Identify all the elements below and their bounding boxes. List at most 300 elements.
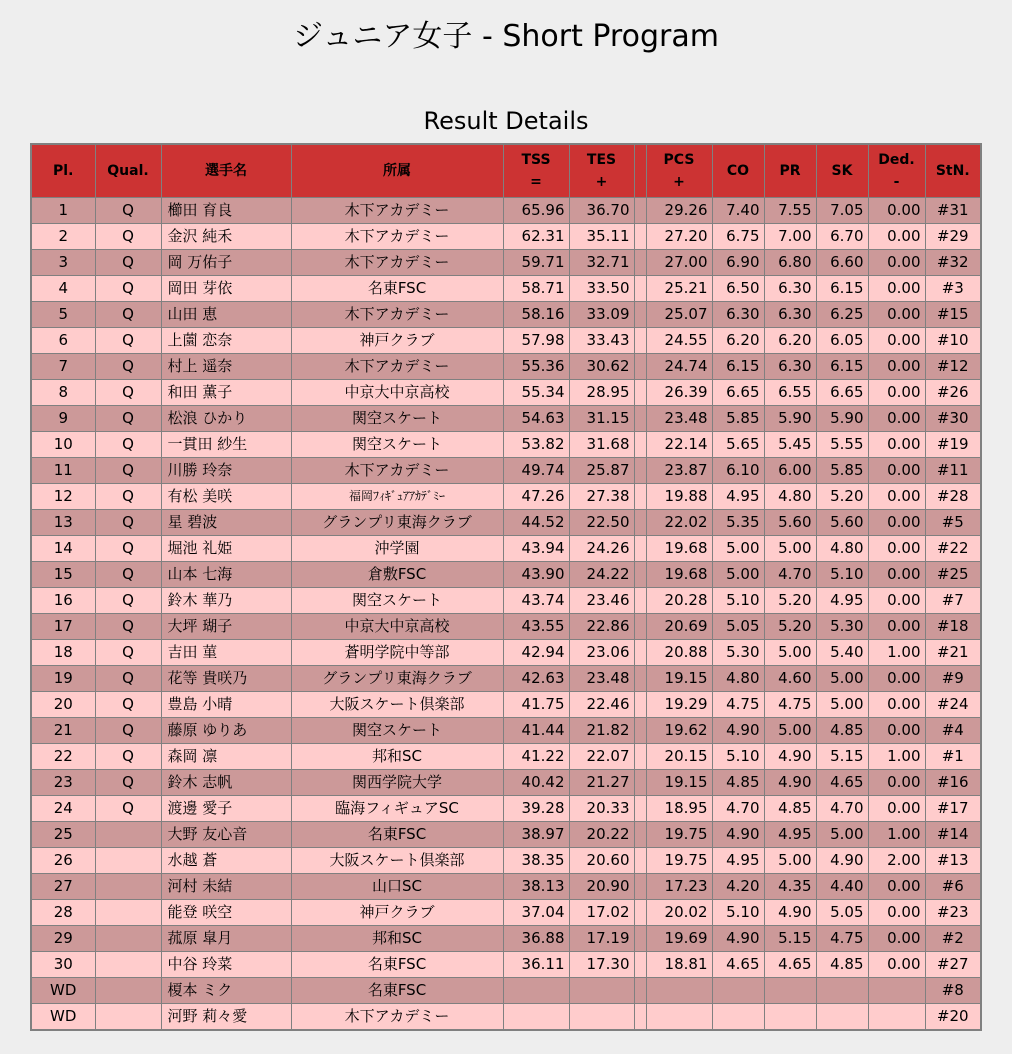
cell-ded [868,978,925,1004]
cell-spacer [634,562,646,588]
cell-pl: WD [31,1004,95,1031]
cell-pcs: 17.23 [646,874,712,900]
cell-pl: 19 [31,666,95,692]
cell-spacer [634,874,646,900]
cell-pr [764,978,816,1004]
cell-stn: #4 [925,718,981,744]
header-pcs [646,144,712,198]
cell-pr: 4.90 [764,770,816,796]
cell-pcs: 19.62 [646,718,712,744]
cell-name: 山田 恵 [161,302,291,328]
cell-ded: 0.00 [868,614,925,640]
cell-pl: 5 [31,302,95,328]
cell-spacer [634,952,646,978]
cell-name: 大坪 瑚子 [161,614,291,640]
cell-pl: 20 [31,692,95,718]
cell-pl: 3 [31,250,95,276]
cell-pr: 4.80 [764,484,816,510]
table-row [31,666,981,692]
table-row [31,536,981,562]
cell-name: 水越 蒼 [161,848,291,874]
cell-tes: 36.70 [569,198,634,224]
cell-pcs: 29.26 [646,198,712,224]
header-co: CO [712,144,764,198]
cell-pr: 4.90 [764,744,816,770]
cell-tss: 43.74 [503,588,569,614]
cell-sk: 4.90 [816,848,868,874]
cell-co: 4.80 [712,666,764,692]
header-tes-op: + [595,174,608,190]
cell-sk: 5.15 [816,744,868,770]
cell-qual: Q [95,510,161,536]
cell-pr: 5.45 [764,432,816,458]
cell-tes: 20.60 [569,848,634,874]
cell-ded: 0.00 [868,198,925,224]
cell-pl: 21 [31,718,95,744]
cell-tss: 36.88 [503,926,569,952]
cell-sk: 5.60 [816,510,868,536]
cell-pl: 6 [31,328,95,354]
cell-spacer [634,666,646,692]
cell-club: 木下アカデミー [291,224,503,250]
cell-name: 川勝 玲奈 [161,458,291,484]
cell-name: 星 碧波 [161,510,291,536]
cell-stn: #23 [925,900,981,926]
cell-pcs: 20.28 [646,588,712,614]
cell-name: 村上 遥奈 [161,354,291,380]
cell-name: 松浪 ひかり [161,406,291,432]
cell-co: 5.85 [712,406,764,432]
cell-co: 6.90 [712,250,764,276]
cell-spacer [634,302,646,328]
cell-co: 4.90 [712,718,764,744]
cell-sk: 5.00 [816,822,868,848]
cell-stn: #30 [925,406,981,432]
cell-spacer [634,900,646,926]
table-row [31,848,981,874]
cell-tes: 31.15 [569,406,634,432]
cell-pl: 10 [31,432,95,458]
cell-pl: 2 [31,224,95,250]
cell-pl: 24 [31,796,95,822]
cell-pcs: 25.21 [646,276,712,302]
cell-pcs: 23.48 [646,406,712,432]
cell-pr: 5.60 [764,510,816,536]
cell-qual: Q [95,458,161,484]
cell-spacer [634,614,646,640]
cell-name: 櫛田 育良 [161,198,291,224]
cell-tss: 58.16 [503,302,569,328]
cell-pr: 5.00 [764,640,816,666]
cell-spacer [634,978,646,1004]
cell-name: 有松 美咲 [161,484,291,510]
cell-name: 岡 万佑子 [161,250,291,276]
cell-sk: 5.55 [816,432,868,458]
cell-pl: 26 [31,848,95,874]
cell-stn: #32 [925,250,981,276]
cell-spacer [634,198,646,224]
cell-co: 6.75 [712,224,764,250]
cell-sk: 5.30 [816,614,868,640]
cell-sk: 4.75 [816,926,868,952]
cell-pr: 6.30 [764,276,816,302]
cell-qual: Q [95,224,161,250]
cell-qual: Q [95,666,161,692]
cell-pr: 4.90 [764,900,816,926]
cell-pl: 25 [31,822,95,848]
cell-name: 渡邊 愛子 [161,796,291,822]
cell-pcs: 18.81 [646,952,712,978]
cell-co: 5.10 [712,744,764,770]
cell-co: 6.50 [712,276,764,302]
page-title: ジュニア女子 - Short Program [293,19,719,54]
cell-co: 4.65 [712,952,764,978]
cell-sk: 4.85 [816,952,868,978]
cell-qual [95,926,161,952]
cell-spacer [634,744,646,770]
cell-name: 吉田 菫 [161,640,291,666]
cell-sk: 6.60 [816,250,868,276]
cell-club: 関空スケート [291,406,503,432]
cell-club: 関西学院大学 [291,770,503,796]
cell-club: 邦和SC [291,744,503,770]
table-row [31,640,981,666]
cell-tss: 38.97 [503,822,569,848]
cell-stn: #27 [925,952,981,978]
cell-tss: 44.52 [503,510,569,536]
cell-pcs: 19.68 [646,536,712,562]
cell-co: 5.05 [712,614,764,640]
results-table [30,143,982,1031]
cell-pcs: 19.88 [646,484,712,510]
cell-stn: #10 [925,328,981,354]
cell-ded: 0.00 [868,406,925,432]
cell-ded: 0.00 [868,900,925,926]
cell-ded: 0.00 [868,536,925,562]
cell-stn: #5 [925,510,981,536]
cell-club: 木下アカデミー [291,458,503,484]
cell-ded: 0.00 [868,666,925,692]
cell-pr [764,1004,816,1031]
cell-tes: 24.22 [569,562,634,588]
cell-pcs: 24.55 [646,328,712,354]
cell-stn: #9 [925,666,981,692]
cell-tss: 41.22 [503,744,569,770]
cell-stn: #28 [925,484,981,510]
cell-tss: 43.94 [503,536,569,562]
cell-sk: 4.85 [816,718,868,744]
cell-stn: #26 [925,380,981,406]
cell-name: 河村 未結 [161,874,291,900]
cell-sk: 5.20 [816,484,868,510]
cell-tes: 30.62 [569,354,634,380]
cell-ded: 0.00 [868,588,925,614]
cell-qual [95,822,161,848]
table-row [31,926,981,952]
cell-pcs: 20.88 [646,640,712,666]
cell-qual: Q [95,380,161,406]
cell-pr: 6.30 [764,354,816,380]
cell-co: 4.75 [712,692,764,718]
cell-pl: 18 [31,640,95,666]
cell-tes: 27.38 [569,484,634,510]
cell-name: 能登 咲空 [161,900,291,926]
cell-pcs: 24.74 [646,354,712,380]
cell-qual: Q [95,692,161,718]
cell-sk: 6.65 [816,380,868,406]
cell-spacer [634,458,646,484]
cell-tss: 53.82 [503,432,569,458]
cell-pr: 6.30 [764,302,816,328]
cell-spacer [634,926,646,952]
cell-spacer [634,510,646,536]
cell-co [712,978,764,1004]
table-row [31,744,981,770]
cell-tss: 42.94 [503,640,569,666]
header-name: 選手名 [161,144,291,198]
cell-pcs: 22.02 [646,510,712,536]
cell-sk: 5.00 [816,666,868,692]
cell-tss: 57.98 [503,328,569,354]
cell-club: 関空スケート [291,588,503,614]
cell-pl: 13 [31,510,95,536]
cell-stn: #17 [925,796,981,822]
cell-spacer [634,640,646,666]
cell-qual [95,874,161,900]
cell-sk: 5.10 [816,562,868,588]
cell-club: 神戸クラブ [291,900,503,926]
cell-name: 大野 友心音 [161,822,291,848]
cell-club: 関空スケート [291,718,503,744]
cell-pr: 5.15 [764,926,816,952]
cell-co: 4.20 [712,874,764,900]
cell-co: 4.85 [712,770,764,796]
cell-tss [503,1004,569,1031]
cell-pr: 4.65 [764,952,816,978]
cell-name: 上薗 恋奈 [161,328,291,354]
cell-ded: 0.00 [868,276,925,302]
cell-tss: 43.55 [503,614,569,640]
table-row [31,458,981,484]
cell-pl: 17 [31,614,95,640]
cell-qual: Q [95,562,161,588]
cell-tes: 20.33 [569,796,634,822]
cell-club: 木下アカデミー [291,1004,503,1031]
cell-club: 木下アカデミー [291,198,503,224]
cell-ded: 0.00 [868,770,925,796]
cell-tes: 33.09 [569,302,634,328]
table-row [31,432,981,458]
cell-stn: #11 [925,458,981,484]
table-row [31,770,981,796]
cell-tes: 17.02 [569,900,634,926]
cell-stn: #20 [925,1004,981,1031]
cell-sk: 6.25 [816,302,868,328]
table-row [31,250,981,276]
cell-qual [95,1004,161,1031]
cell-tss: 43.90 [503,562,569,588]
cell-tes: 28.95 [569,380,634,406]
cell-spacer [634,484,646,510]
cell-spacer [634,224,646,250]
cell-pcs: 27.00 [646,250,712,276]
cell-qual: Q [95,276,161,302]
table-row [31,276,981,302]
cell-tss: 65.96 [503,198,569,224]
cell-ded: 1.00 [868,640,925,666]
cell-tss: 38.35 [503,848,569,874]
table-row [31,562,981,588]
cell-sk [816,1004,868,1031]
cell-ded: 0.00 [868,952,925,978]
cell-qual: Q [95,640,161,666]
header-pr: PR [764,144,816,198]
table-row [31,692,981,718]
cell-pcs: 22.14 [646,432,712,458]
cell-qual: Q [95,718,161,744]
cell-tes: 32.71 [569,250,634,276]
cell-name: 堀池 礼姫 [161,536,291,562]
cell-pl: 4 [31,276,95,302]
cell-pcs: 18.95 [646,796,712,822]
cell-pl: 16 [31,588,95,614]
header-tss-label: TSS [521,152,551,168]
cell-tss: 47.26 [503,484,569,510]
cell-stn: #2 [925,926,981,952]
cell-qual [95,952,161,978]
table-row [31,354,981,380]
cell-qual: Q [95,770,161,796]
cell-tss: 58.71 [503,276,569,302]
header-pcs-op: + [673,174,685,190]
cell-stn: #6 [925,874,981,900]
cell-spacer [634,432,646,458]
cell-sk: 4.80 [816,536,868,562]
cell-ded: 0.00 [868,510,925,536]
cell-qual: Q [95,302,161,328]
cell-pl: 30 [31,952,95,978]
cell-sk: 5.40 [816,640,868,666]
header-tss [503,144,569,198]
cell-pr: 5.00 [764,718,816,744]
cell-pr: 4.75 [764,692,816,718]
cell-pr: 4.70 [764,562,816,588]
cell-sk: 6.05 [816,328,868,354]
cell-pcs: 20.69 [646,614,712,640]
cell-tss: 49.74 [503,458,569,484]
cell-co: 4.90 [712,926,764,952]
cell-tes: 22.86 [569,614,634,640]
cell-spacer [634,718,646,744]
cell-ded [868,1004,925,1031]
cell-ded: 0.00 [868,328,925,354]
cell-pr: 6.00 [764,458,816,484]
cell-club: 中京大中京高校 [291,614,503,640]
cell-pcs: 20.02 [646,900,712,926]
cell-pcs: 25.07 [646,302,712,328]
cell-pcs: 19.69 [646,926,712,952]
cell-tes: 25.87 [569,458,634,484]
table-row [31,718,981,744]
cell-pr: 4.60 [764,666,816,692]
cell-co: 5.00 [712,562,764,588]
cell-pl: 29 [31,926,95,952]
cell-spacer [634,250,646,276]
cell-club: 名東FSC [291,978,503,1004]
cell-club: 中京大中京高校 [291,380,503,406]
cell-pcs: 19.15 [646,770,712,796]
cell-spacer [634,848,646,874]
cell-pcs [646,978,712,1004]
cell-ded: 1.00 [868,744,925,770]
cell-pr: 5.20 [764,588,816,614]
cell-co: 5.65 [712,432,764,458]
cell-name: 一貫田 紗生 [161,432,291,458]
cell-name: 河野 莉々愛 [161,1004,291,1031]
cell-club: 大阪スケート倶楽部 [291,692,503,718]
cell-qual: Q [95,354,161,380]
cell-stn: #18 [925,614,981,640]
cell-tss: 59.71 [503,250,569,276]
cell-qual: Q [95,198,161,224]
header-sk: SK [816,144,868,198]
cell-pcs: 19.29 [646,692,712,718]
cell-pl: 22 [31,744,95,770]
cell-stn: #15 [925,302,981,328]
cell-tes: 31.68 [569,432,634,458]
cell-name: 山本 七海 [161,562,291,588]
cell-pl: 9 [31,406,95,432]
cell-tss: 36.11 [503,952,569,978]
table-row [31,302,981,328]
cell-name: 森岡 凛 [161,744,291,770]
cell-sk: 5.90 [816,406,868,432]
cell-pl: 8 [31,380,95,406]
cell-spacer [634,692,646,718]
cell-club: 関空スケート [291,432,503,458]
cell-pl: 23 [31,770,95,796]
cell-club: グランプリ東海クラブ [291,666,503,692]
cell-club: 名東FSC [291,822,503,848]
cell-ded: 0.00 [868,718,925,744]
cell-sk: 6.15 [816,354,868,380]
cell-qual [95,900,161,926]
cell-qual [95,978,161,1004]
cell-tss: 42.63 [503,666,569,692]
cell-name: 中谷 玲菜 [161,952,291,978]
cell-tes: 33.43 [569,328,634,354]
cell-spacer [634,380,646,406]
cell-pcs: 26.39 [646,380,712,406]
cell-stn: #24 [925,692,981,718]
cell-stn: #22 [925,536,981,562]
cell-tss: 40.42 [503,770,569,796]
cell-co: 4.70 [712,796,764,822]
cell-tes: 23.46 [569,588,634,614]
cell-spacer [634,406,646,432]
cell-ded: 0.00 [868,484,925,510]
header-ded-label: Ded. [878,152,915,168]
cell-tes: 17.30 [569,952,634,978]
header-row [31,144,981,198]
cell-pl: 28 [31,900,95,926]
cell-qual: Q [95,432,161,458]
table-row [31,1004,981,1031]
cell-co: 6.65 [712,380,764,406]
cell-co: 4.90 [712,822,764,848]
cell-qual: Q [95,588,161,614]
header-tss-op: = [530,174,542,190]
